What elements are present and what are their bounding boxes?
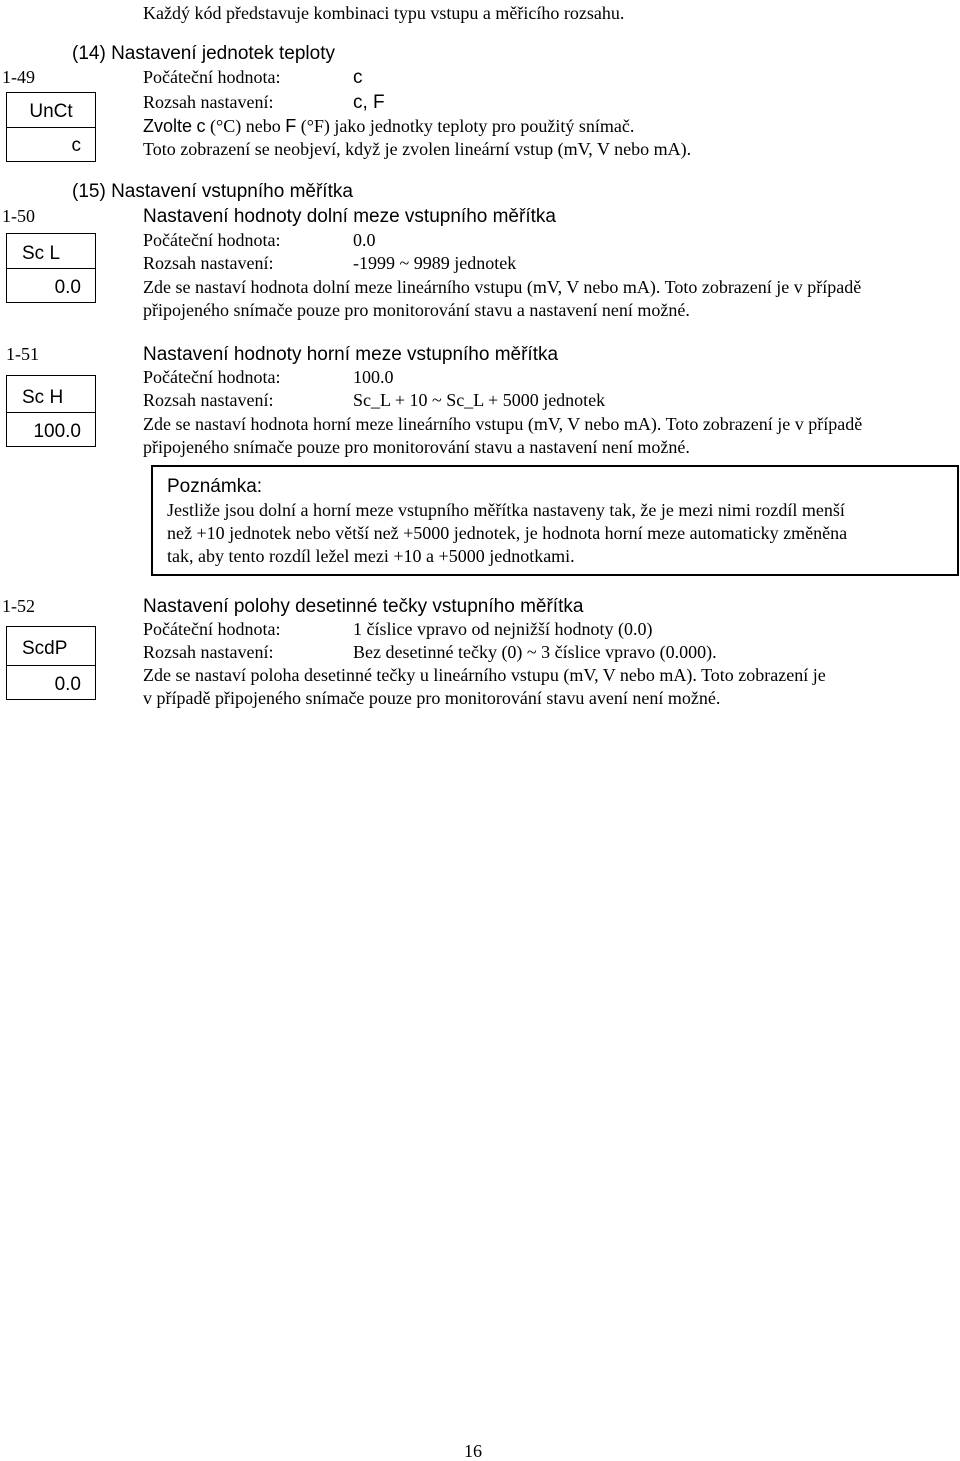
parameter-title-1-52: Nastavení polohy desetinné tečky vstupního měřítka [143,596,584,617]
initial-value: 1 číslice vpravo od nejnižší hodnoty (0.0) [353,619,653,639]
initial-value-label: Počáteční hodnota: [143,67,281,87]
desc-end: (°F) jako jednotky teploty pro použitý snímač. [300,116,635,136]
page-number: 16 [464,1441,482,1461]
display-code: Sc L [22,243,61,264]
parameter-code-1-52: 1-52 [2,596,35,616]
display-box-scdp [6,626,96,700]
parameter-code-1-51: 1-51 [6,344,39,364]
description-line-2: připojeného snímače pouze pro monitorování stavu a nastavení není možné. [143,437,690,457]
description-line-1: Zde se nastaví poloha desetinné tečky u lineárního vstupu (mV, V nebo mA). Toto zobrazení je [143,665,826,685]
parameter-title-1-51: Nastavení hodnoty horní meze vstupního měřítka [143,344,559,365]
initial-value-label: Počáteční hodnota: [143,619,281,639]
display-code: ScdP [22,638,68,659]
range-value: -1999 ~ 9989 jednotek [353,253,517,273]
section-15-heading: (15) Nastavení vstupního měřítka [72,181,353,202]
description-line-1: Zde se nastaví hodnota horní meze lineárního vstupu (mV, V nebo mA). Toto zobrazení je v případě [143,414,863,434]
note-line-1: Jestliže jsou dolní a horní meze vstupního měřítka nastaveny tak, že je mezi nimi rozdíl menší [167,500,845,520]
note-title: Poznámka: [167,476,263,497]
display-value: 100.0 [33,421,81,442]
parameter-code-1-49: 1-49 [2,67,35,87]
display-value: c [71,135,81,156]
initial-value: 0.0 [353,230,376,250]
section-14-heading: (14) Nastavení jednotek teploty [72,43,335,64]
display-box-unct [6,92,96,162]
display-separator [7,412,95,413]
note-line-3: tak, aby tento rozdíl ležel mezi +10 a +5000 jednotkami. [167,546,575,566]
display-code: UnCt [29,101,73,122]
note-line-2: než +10 jednotek nebo větší než +5000 jednotek, je hodnota horní meze automaticky změněna [167,523,848,543]
visibility-note: Toto zobrazení se neobjeví, když je zvolen lineární vstup (mV, V nebo mA). [143,139,692,159]
intro-text: Každý kód představuje kombinaci typu vstupu a měřicího rozsahu. [143,3,625,23]
range-value: Sc_L + 10 ~ Sc_L + 5000 jednotek [353,390,606,410]
range-label: Rozsah nastavení: [143,390,274,410]
range-label: Rozsah nastavení: [143,642,274,662]
display-value: 0.0 [54,277,81,298]
initial-value: c [353,67,363,88]
desc-f-symbol: F [285,116,297,136]
range-label: Rozsah nastavení: [143,253,274,273]
range-value: Bez desetinné tečky (0) ~ 3 číslice vpravo (0.000). [353,642,717,662]
display-separator [7,665,95,666]
parameter-code-1-50: 1-50 [2,206,35,226]
display-separator [7,127,95,128]
display-code: Sc H [22,387,64,408]
description-line-2: připojeného snímače pouze pro monitorování stavu a nastavení není možné. [143,300,690,320]
description-line-1: Zde se nastaví hodnota dolní meze lineárního vstupu (mV, V nebo mA). Toto zobrazení je v případě [143,277,862,297]
display-box-scl [6,233,96,303]
parameter-title-1-50: Nastavení hodnoty dolní meze vstupního měřítka [143,206,556,227]
range-value: c, F [353,92,385,113]
desc-c-symbol: c [196,116,206,136]
display-separator [7,268,95,269]
note-box [151,465,959,576]
desc-choose: Zvolte [143,116,193,136]
initial-value: 100.0 [353,367,394,387]
initial-value-label: Počáteční hodnota: [143,230,281,250]
display-box-sch [6,375,96,447]
initial-value-label: Počáteční hodnota: [143,367,281,387]
description-line-2: v případě připojeného snímače pouze pro monitorování stavu avení není možné. [143,688,721,708]
desc-middle: (°C) nebo [210,116,281,136]
display-value: 0.0 [54,674,81,695]
unit-description [143,117,634,135]
range-label: Rozsah nastavení: [143,92,274,112]
